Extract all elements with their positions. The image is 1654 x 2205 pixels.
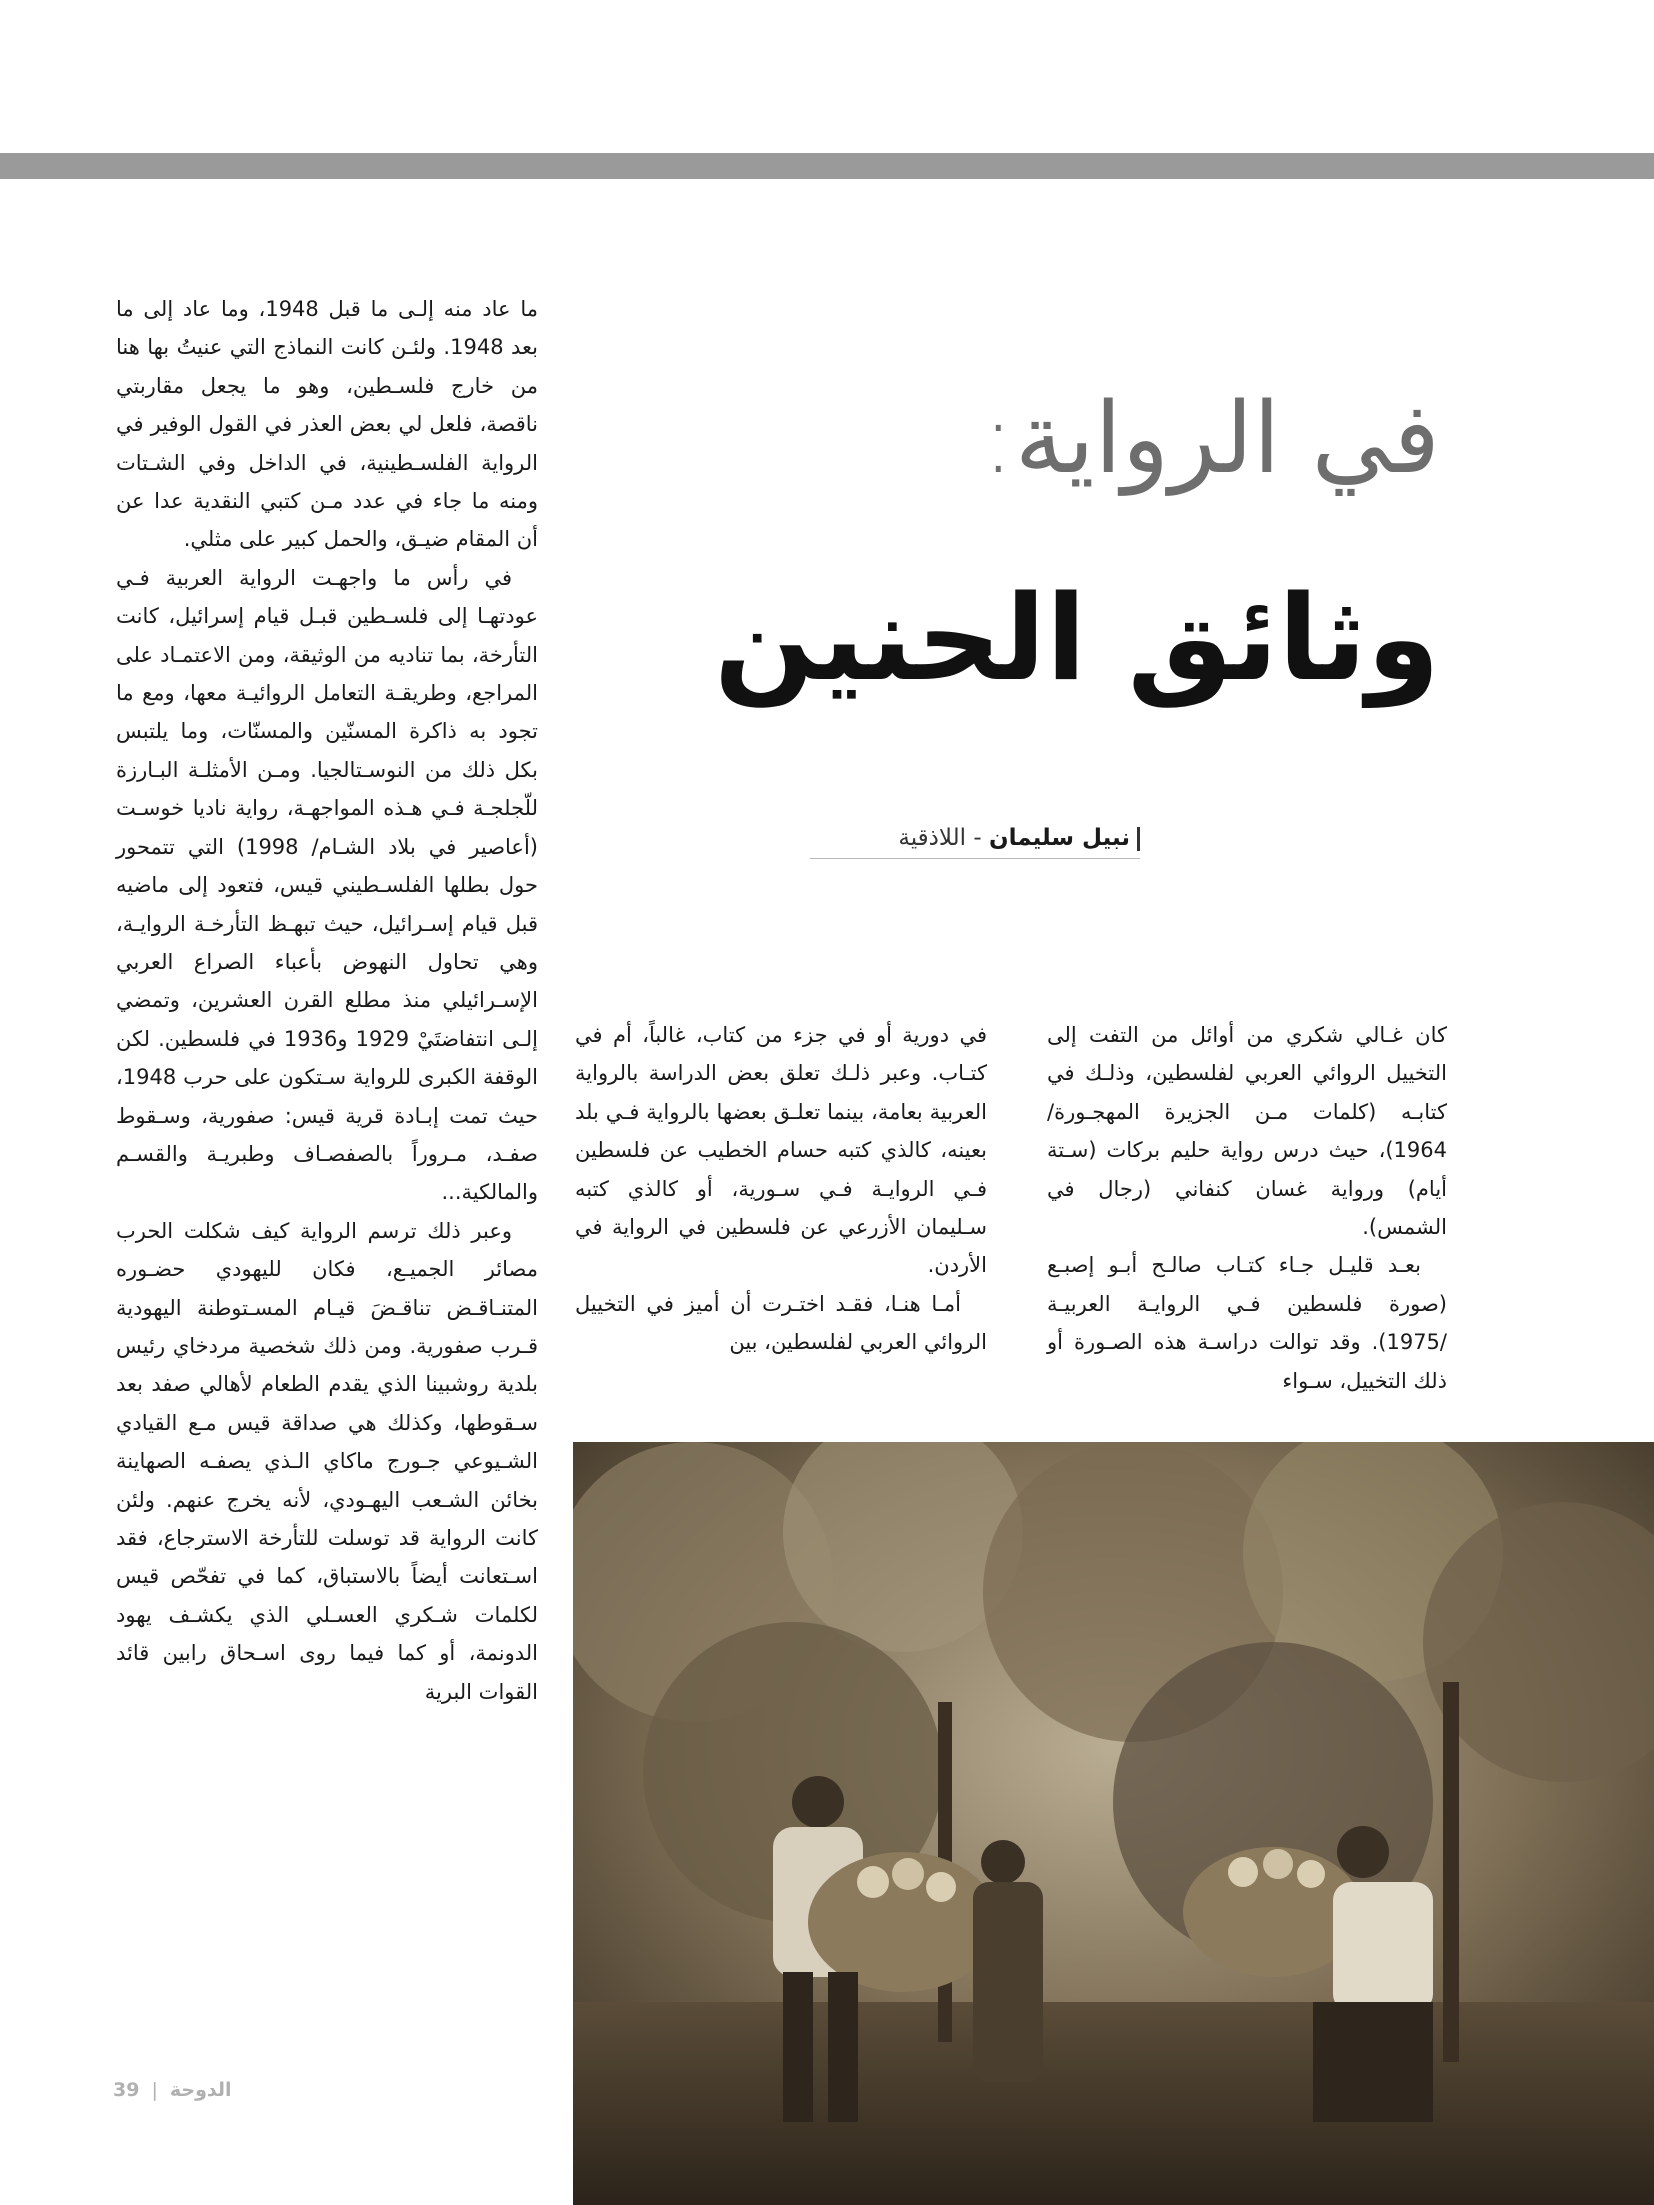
paragraph: وعبر ذلك ترسم الرواية كيف شكلت الحرب مصائر الجميـع، فكان لليهودي حضـوره المتنـاقـض تناقـضَ قيـام المسـتوطنة اليهودية قـرب صفورية. ومن ذلك شخصية مردخاي رئيس بلدية روشبينا الذي يقدم الطعام لأهالي صفد بعد سـقوطها، وكذلك هي صداقة قيس مـع القيادي الشـيوعي جـورج ماكاي الـذي يصفـه الصهاينة بخائن الشـعب اليهـودي، لأنه يخرج عنهم. ولئن كانت الرواية قد توسلت للتأرخة الاسترجاع، فقد اسـتعانت أيضاً بالاستباق، كما في تفحّص قيس لكلمات شـكري العسـلي الذي يكشـف يهود الدونمة، أو كما فيما روى اسـحاق رابين قائد القوات البرية [116, 1218, 538, 1704]
orchard-photo [573, 1442, 1654, 2205]
author-name: نبيل سليمان [988, 825, 1130, 851]
author-city: اللاذقية [898, 825, 967, 851]
paragraph: ما عاد منه إلـى ما قبل 1948، وما عاد إلى ما بعد 1948. ولئـن كانت النماذج التي عنيتُ بها هنا من خارج فلسـطين، وهو ما يجعل مقاربتي ناقصة، فلعل لي بعض العذر في القول الوفير في الرواية الفلسـطينية، في الداخل وفي الشـتات ومنه ما جاء في عدد مـن كتبي النقدية عدا عن أن المقام ضيـق، والحمل كبير على مثلي. [116, 297, 539, 552]
byline-bar [1137, 827, 1140, 851]
page-footer [113, 2075, 232, 2105]
orchard-photo-illustration [573, 1442, 1654, 2205]
paragraph: كان غـالي شكري من أوائل من التفت إلى التخييل الروائي العربي لفلسطين، وذلـك في كتابـه (كلمات مـن الجزيرة المهجـورة/ 1964)، حيث درس رواية حليم بركات (سـتة أيام) ورواية غسان كنفاني (رجال في الشمس). [1047, 1023, 1447, 1240]
byline [810, 818, 1140, 859]
header-band [0, 153, 1654, 179]
paragraph: في رأس ما واجهـت الرواية العربية فـي عودتهـا إلى فلسـطين قبـل قيام إسرائيل، كانت التأرخة، بما تناديه من الوثيقة، ومن الاعتمـاد على المراجع، وطريقـة التعامل الروائيـة معها، ومع ما تجود به ذاكرة المسنّين والمسنّات، وما يلتبس بكل ذلك من النوسـتالجيا. ومـن الأمثلـة البـارزة للّجلجـة فـي هـذه المواجهـة، رواية ناديا خوسـت (أعاصير في بلاد الشـام/ 1998) التي تتمحور حول بطلها الفلسـطيني قيس، فتعود إلى ماضيه قبل قيام إسـرائيل، حيث تبهـظ التأرخـة الروايـة، وهي تحاول النهوض بأعباء الصراع العربي الإسـرائيلي منذ مطلع القرن العشرين، وتمضي إلـى انتفاضتَيْ 1929 و1936 في فلسطين. لكن الوقفة الكبرى للرواية سـتكون على حرب 1948، حيث تمت إبـادة قرية قيس: صفورية، وسـقوط صفـد، مـروراً بالصفصـاف وطبريـة والقسـم والمالكية... [116, 565, 538, 1205]
paragraph: في دورية أو في جزء من كتاب، غالباً، أم في كتـاب. وعبر ذلـك تعلق بعض الدراسة بالرواية العربية بعامة، بينما تعلـق بعضها بالرواية فـي بلد بعينه، كالذي كتبه حسام الخطيب عن فلسطين فـي الروايـة فـي سـورية، أو كالذي كتبه سـليمان الأزرعي عن فلسطين في الرواية في الأردن. [575, 1023, 987, 1278]
article-title-line1: في الرواية: [981, 381, 1440, 496]
magazine-name: الدوحة [169, 2079, 232, 2101]
byline-separator: - [973, 825, 982, 851]
page-number: 39 [113, 2079, 140, 2101]
text-column-right [1047, 1016, 1447, 1400]
footer-divider: | [151, 2079, 158, 2101]
paragraph: بعـد قليـل جـاء كتـاب صالـح أبـو إصبـع (صورة فلسطين فـي الروايـة العربيـة /1975). وقد توالت دراسـة هذه الصـورة أو ذلك التخييل، سـواء [1047, 1253, 1447, 1393]
text-column-middle [575, 1016, 987, 1362]
article-title-line2: وثائق الحنين [713, 568, 1440, 707]
paragraph: أمـا هنـا، فقـد اختـرت أن أميز في التخييل الروائي العربي لفلسطين، بين [575, 1291, 987, 1355]
text-column-left [116, 290, 538, 1711]
